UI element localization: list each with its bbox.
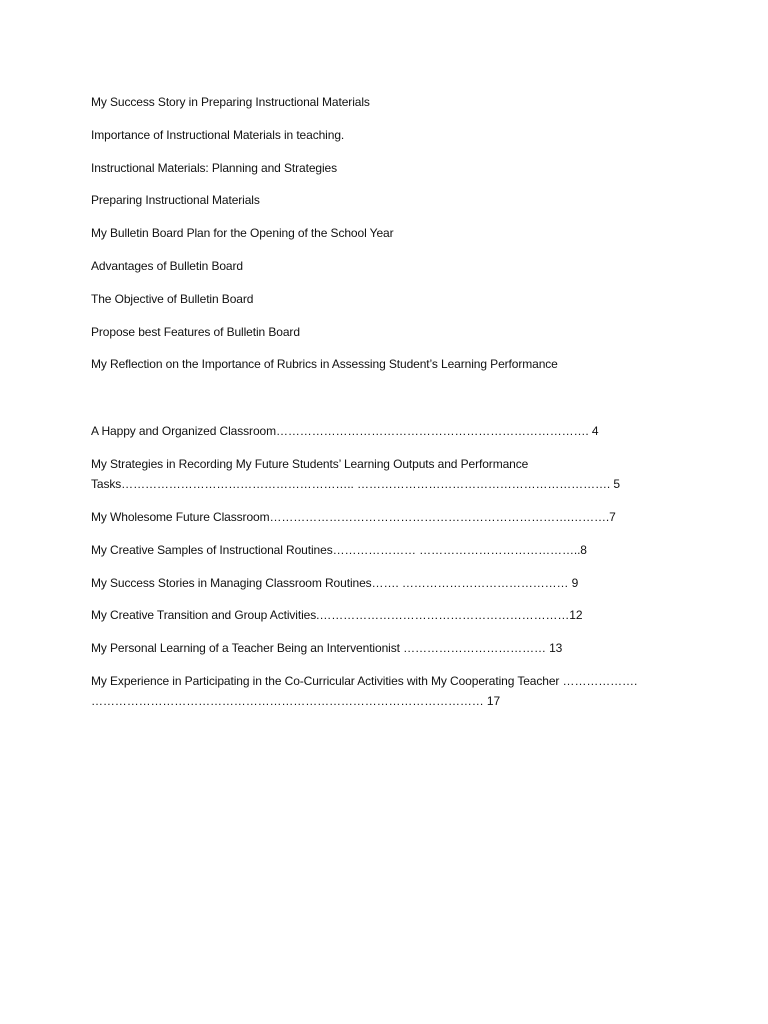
toc-entry-continuation: Tasks………………………………………………….. ………………………………………………………. 5: [91, 477, 620, 491]
toc-entry-continuation: ……………………………………………………………………………………… 17: [91, 694, 501, 708]
toc-entry: My Creative Samples of Instructional Routines………………… …………………………………..8: [91, 543, 587, 557]
topic-item: My Bulletin Board Plan for the Opening of the School Year: [91, 226, 394, 240]
toc-entry: My Personal Learning of a Teacher Being an Interventionist ……………………………… 13: [91, 641, 563, 655]
toc-entry: My Experience in Participating in the Co-Curricular Activities with My Cooperating Teacher ……………….: [91, 674, 638, 688]
topic-item: My Reflection on the Importance of Rubrics in Assessing Student’s Learning Performance: [91, 357, 558, 371]
topic-item: Importance of Instructional Materials in teaching.: [91, 128, 345, 142]
toc-entry: My Success Stories in Managing Classroom Routines……. …………………………………… 9: [91, 576, 579, 590]
topic-item: Propose best Features of Bulletin Board: [91, 325, 300, 339]
topic-item: Preparing Instructional Materials: [91, 193, 260, 207]
topic-item: Instructional Materials: Planning and Strategies: [91, 161, 338, 175]
toc-entry: My Creative Transition and Group Activities.………………………………………………………12: [91, 608, 583, 622]
toc-entry: My Wholesome Future Classroom………………………………………………………………….……….7: [91, 510, 616, 524]
topic-item: The Objective of Bulletin Board: [91, 292, 254, 306]
toc-entry: A Happy and Organized Classroom……………………………………………………………………. 4: [91, 424, 599, 438]
toc-entry: My Strategies in Recording My Future Students’ Learning Outputs and Performance: [91, 457, 529, 471]
topic-item: Advantages of Bulletin Board: [91, 259, 243, 273]
topic-item: My Success Story in Preparing Instructional Materials: [91, 95, 370, 109]
